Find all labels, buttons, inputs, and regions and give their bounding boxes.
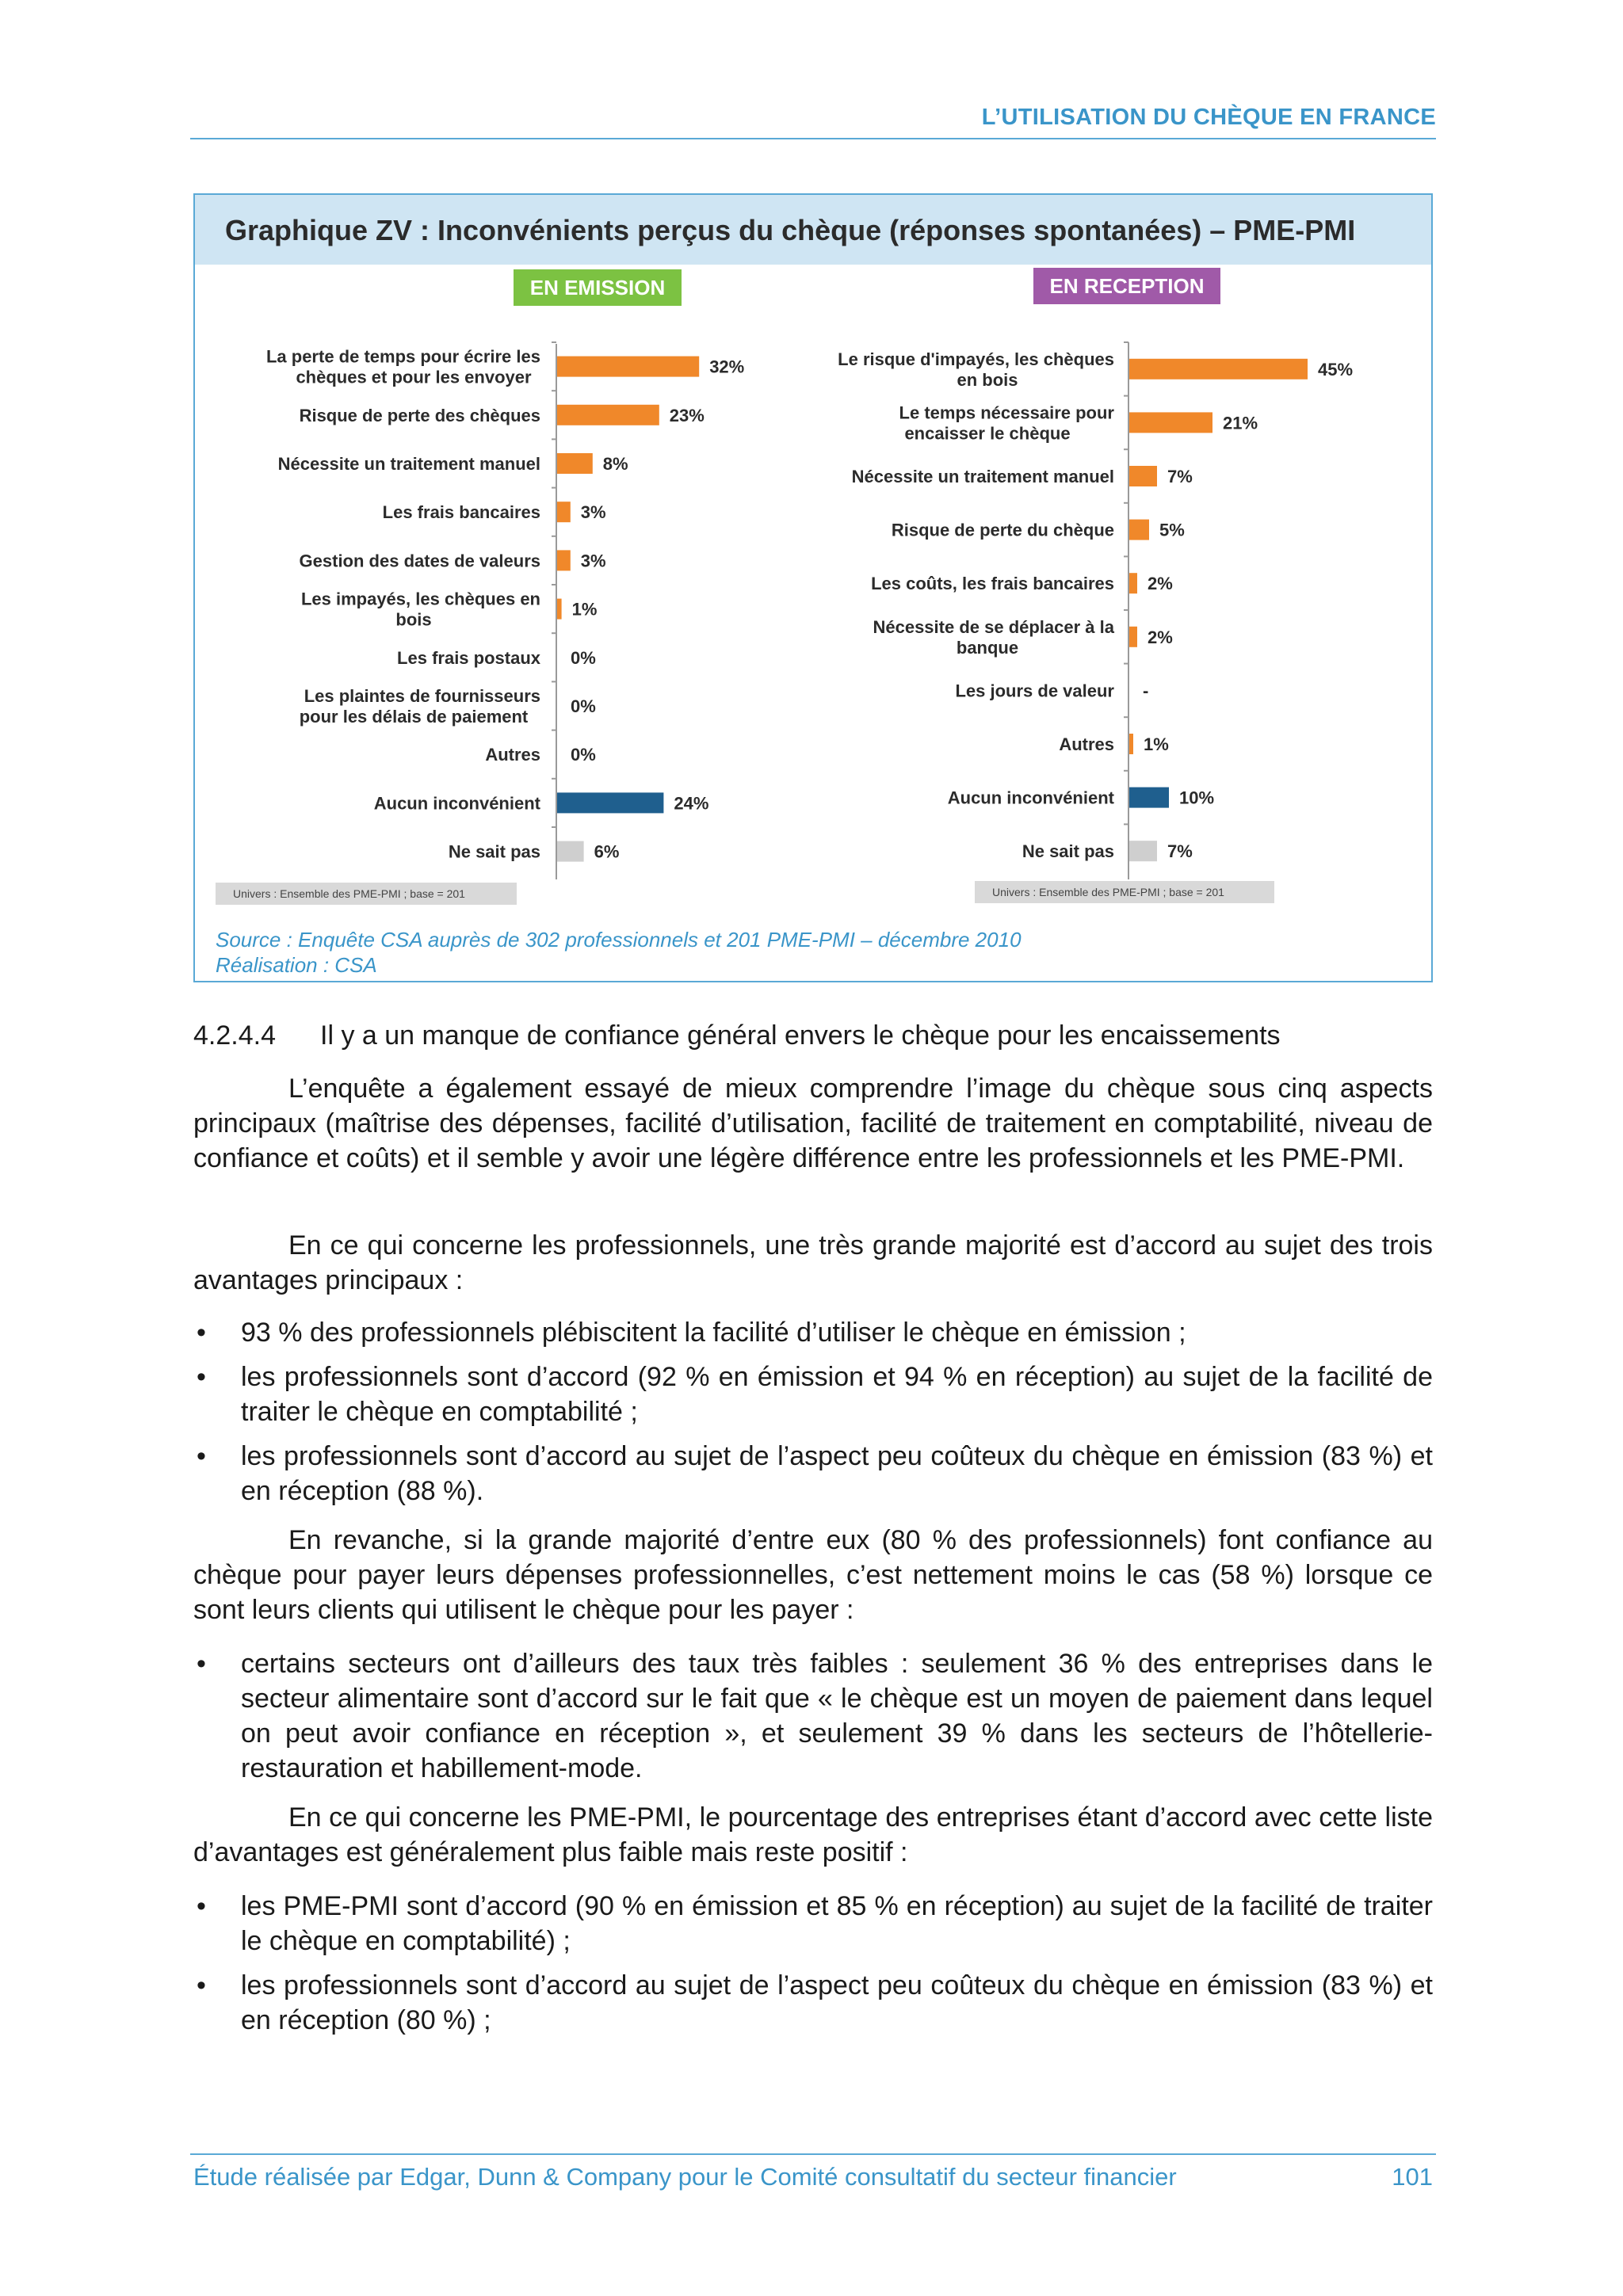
emission-bar	[557, 599, 562, 620]
reception-category-label: Nécessite un traitement manuel	[851, 467, 1114, 486]
reception-bar	[1129, 573, 1137, 593]
reception-bar	[1129, 359, 1308, 379]
emission-value-label: 32%	[709, 357, 745, 377]
reception-category-label: Aucun inconvénient	[947, 788, 1114, 808]
paragraph: En ce qui concerne les PME-PMI, le pourcentage des entreprises étant d’accord avec cette liste d’avantages est généralement plus faible mais reste positif :	[193, 1802, 1433, 1867]
reception-value-label: 7%	[1167, 467, 1193, 486]
reception-bar	[1129, 734, 1133, 754]
reception-value-label: 45%	[1318, 359, 1354, 379]
reception-badge: EN RECEPTION	[1033, 268, 1220, 304]
reception-bar	[1129, 412, 1212, 433]
chart-figure	[193, 193, 1433, 982]
list-item	[193, 1360, 1433, 1429]
paragraph: En ce qui concerne les professionnels, une très grande majorité est d’accord au sujet des trois avantages principaux :	[193, 1230, 1433, 1295]
bullet-icon: •	[197, 1318, 206, 1348]
emission-category-label: Risque de perte des chèques	[299, 405, 540, 425]
reception-bar	[1129, 520, 1149, 540]
emission-category-label: Aucun inconvénient	[373, 793, 540, 814]
section-number: 4.2.4.4	[193, 1020, 276, 1051]
emission-value-label: 8%	[602, 454, 628, 474]
list-item-text: les PME-PMI sont d’accord (90 % en émission et 85 % en réception) au sujet de la facilité de traiter le chèque en comptabilité) ;	[241, 1891, 1433, 1956]
emission-value-label: 0%	[571, 745, 596, 765]
emission-category-label: Gestion des dates de valeurs	[299, 551, 540, 571]
reception-value-label: 21%	[1223, 413, 1258, 433]
footer-credit: Étude réalisée par Edgar, Dunn & Company pour le Comité consultatif du secteur financier	[193, 2163, 1177, 2191]
emission-category-label: Nécessite un traitement manuel	[277, 454, 540, 474]
section-title: Il y a un manque de confiance général envers le chèque pour les encaissements	[320, 1020, 1281, 1051]
reception-bar	[1129, 466, 1157, 486]
list-item	[193, 1315, 1433, 1350]
emission-badge: EN EMISSION	[514, 269, 682, 306]
reception-bar	[1129, 841, 1157, 861]
header-rule	[190, 138, 1436, 139]
bullet-icon: •	[197, 1891, 206, 1921]
paragraph: L’enquête a également essayé de mieux comprendre l’image du chèque sous cinq aspects principaux (maîtrise des dépenses, facilité d’utilisation, facilité de traitement en comptabilité, niveau de confiance et coûts) et il semble y avoir une légère différence entre les professionnels et les PME-PMI.	[193, 1074, 1433, 1173]
emission-value-label: 24%	[674, 793, 709, 814]
credit-line: Réalisation : CSA	[216, 953, 377, 977]
emission-category-label: Les plaintes de fournisseurs pour les délais de paiement	[299, 686, 540, 727]
emission-value-label: 23%	[669, 405, 705, 425]
reception-bar	[1129, 788, 1169, 808]
reception-category-label: Le temps nécessaire pour encaisser le chèque	[899, 402, 1114, 444]
list-item	[193, 1646, 1433, 1786]
reception-value-label: 5%	[1159, 520, 1185, 540]
reception-category-label: Les jours de valeur	[955, 681, 1114, 701]
emission-bar	[557, 841, 584, 862]
emission-value-label: 0%	[571, 647, 596, 668]
list-item	[193, 1889, 1433, 1958]
emission-value-label: 6%	[594, 841, 620, 862]
paragraph: En revanche, si la grande majorité d’entre eux (80 % des professionnels) font confiance au chèque pour payer leurs dépenses professionnelles, c’est nettement moins le cas (58 %) lorsque ce sont leurs clients qui utilisent le chèque pour les payer :	[193, 1525, 1433, 1625]
emission-bar	[557, 792, 663, 813]
reception-value-label: 2%	[1148, 627, 1173, 647]
reception-category-label: Risque de perte du chèque	[891, 520, 1114, 540]
reception-category-label: Le risque d'impayés, les chèques en bois	[838, 349, 1114, 390]
emission-value-label: 3%	[580, 502, 606, 523]
emission-category-label: Ne sait pas	[448, 841, 540, 862]
bullet-icon: •	[197, 1970, 206, 2000]
univers-note-emission: Univers : Ensemble des PME-PMI ; base = 201	[216, 883, 517, 905]
emission-bar	[557, 405, 659, 425]
list-item-text: 93 % des professionnels plébiscitent la facilité d’utiliser le chèque en émission ;	[241, 1318, 1186, 1348]
reception-value-label: 10%	[1179, 788, 1215, 808]
emission-bar	[557, 453, 593, 474]
page-number: 101	[1392, 2163, 1433, 2191]
bullet-icon: •	[197, 1441, 206, 1471]
source-line: Source : Enquête CSA auprès de 302 professionnels et 201 PME-PMI – décembre 2010	[216, 928, 1022, 952]
reception-bar	[1129, 627, 1137, 647]
reception-category-label: Nécessite de se déplacer à la banque	[873, 616, 1114, 658]
footer-rule	[190, 2153, 1436, 2155]
univers-note-reception: Univers : Ensemble des PME-PMI ; base = 201	[975, 881, 1274, 903]
emission-value-label: 1%	[571, 599, 598, 620]
section-heading	[193, 1020, 1281, 1051]
emission-category-label: La perte de temps pour écrire les chèques et pour les envoyer	[265, 346, 540, 387]
emission-bar	[557, 502, 571, 522]
emission-category-label: Les frais postaux	[397, 647, 540, 668]
reception-value-label: 2%	[1148, 574, 1173, 594]
emission-value-label: 0%	[571, 696, 596, 716]
reception-value-label: 7%	[1167, 841, 1193, 862]
list-item	[193, 1439, 1433, 1508]
reception-value-label: -	[1143, 681, 1149, 701]
emission-category-label: Autres	[485, 745, 540, 765]
emission-category-label: Les impayés, les chèques en bois	[300, 589, 540, 630]
figure-title: Graphique ZV : Inconvénients perçus du chèque (réponses spontanées) – PME-PMI	[225, 214, 1356, 246]
list-item-text: certains secteurs ont d’ailleurs des taux très faibles : seulement 36 % des entreprises dans le secteur alimentaire sont d’accord sur le fait que « le chèque est un moyen de paiement dans lequel on peut avoir confiance en réception », et seulement 39 % dans les secteurs de l’hôtellerie-restauration et habillement-mode.	[241, 1649, 1433, 1783]
emission-value-label: 3%	[580, 551, 606, 571]
running-header-title: L’UTILISATION DU CHÈQUE EN FRANCE	[981, 105, 1436, 130]
bar-charts	[195, 195, 1431, 981]
figure-source	[216, 927, 1022, 978]
reception-category-label: Les coûts, les frais bancaires	[871, 574, 1114, 594]
bullet-icon: •	[197, 1362, 206, 1392]
list-item-text: les professionnels sont d’accord au sujet de l’aspect peu coûteux du chèque en émission (83 %) et en réception (88 %).	[241, 1441, 1433, 1506]
list-item	[193, 1968, 1433, 2038]
emission-bar	[557, 357, 699, 377]
reception-value-label: 1%	[1144, 734, 1169, 754]
list-item-text: les professionnels sont d’accord (92 % en émission et 94 % en réception) au sujet de la facilité de traiter le chèque en comptabilité ;	[241, 1362, 1433, 1427]
reception-category-label: Ne sait pas	[1022, 841, 1114, 862]
list-item-text: les professionnels sont d’accord au sujet de l’aspect peu coûteux du chèque en émission (83 %) et en réception (80 %) ;	[241, 1970, 1433, 2035]
emission-bar	[557, 550, 571, 570]
reception-category-label: Autres	[1059, 734, 1114, 754]
emission-category-label: Les frais bancaires	[382, 502, 540, 523]
bullet-icon: •	[197, 1649, 206, 1679]
